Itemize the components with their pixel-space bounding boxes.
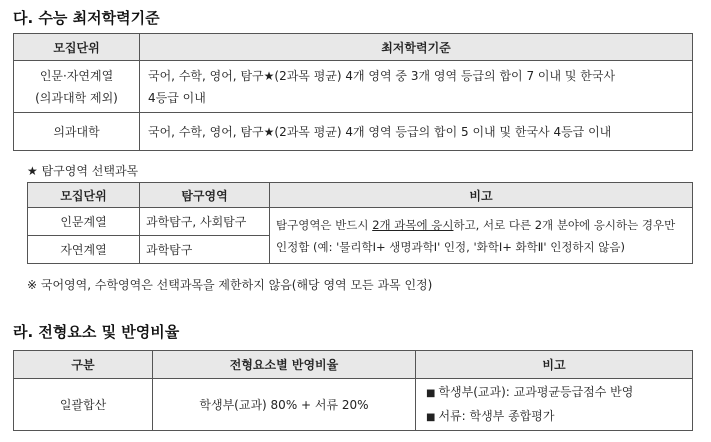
square-bullet-icon: ■ (426, 411, 436, 423)
remark-text: 서류: 학생부 종합평가 (438, 408, 555, 423)
remark-cell (270, 208, 693, 264)
header-area: 탐구영역 (140, 183, 270, 208)
header-type: 구분 (14, 351, 153, 379)
criteria-line: 국어, 수학, 영어, 탐구★(2과목 평균) 4개 영역 중 3개 영역 등급의 합이 7 이내 및 한국사 (148, 68, 616, 83)
remark-line (276, 214, 686, 236)
square-bullet-icon: ■ (426, 387, 436, 399)
header-unit: 모집단위 (14, 34, 140, 61)
remark-line: 인정함 (예: '물리학Ⅰ+ 생명과학Ⅰ' 인정, '화학Ⅰ+ 화학Ⅱ' 인정하지 않음) (276, 239, 626, 254)
remark-underlined: 2개 과목에 응시 (372, 217, 454, 232)
table-row (14, 61, 693, 113)
header-remark: 비고 (416, 351, 693, 379)
header-ratio: 전형요소별 반영비율 (153, 351, 416, 379)
area-cell: 과학탐구, 사회탐구 (140, 208, 270, 236)
unit-cell: 의과대학 (14, 113, 140, 151)
explore-note-title: ★ 탐구영역 선택과목 (27, 164, 139, 178)
remark-text: 탐구영역은 반드시 (276, 217, 373, 232)
min-score-table (13, 33, 693, 151)
unit-cell (14, 61, 140, 113)
unit-line: (의과대학 제외) (35, 90, 118, 105)
criteria-cell (140, 61, 693, 113)
ratio-table (13, 350, 693, 431)
unit-cell: 인문계열 (28, 208, 140, 236)
remark-text: 하고, 서로 다른 2개 분야에 응시하는 경우만 (453, 217, 676, 232)
criteria-line: 4등급 이내 (148, 90, 206, 105)
section-ra-title: 라. 전형요소 및 반영비율 (13, 323, 180, 341)
unit-line: 인문·자연계열 (39, 68, 114, 83)
type-cell: 일괄합산 (14, 379, 153, 431)
remark-line (426, 381, 686, 405)
footnote: ※ 국어영역, 수학영역은 선택과목을 제한하지 않음(해당 영역 모든 과목 인정) (27, 278, 433, 292)
header-criteria: 최저학력기준 (140, 34, 693, 61)
explore-table (27, 182, 693, 264)
remark-text: 학생부(교과): 교과평균등급점수 반영 (438, 384, 634, 399)
table-row (28, 208, 693, 236)
criteria-cell: 국어, 수학, 영어, 탐구★(2과목 평균) 4개 영역 등급의 합이 5 이내 및 한국사 4등급 이내 (140, 113, 693, 151)
header-unit: 모집단위 (28, 183, 140, 208)
remark-line (426, 405, 686, 429)
ratio-cell: 학생부(교과) 80% + 서류 20% (153, 379, 416, 431)
table-row (14, 113, 693, 151)
header-remark: 비고 (270, 183, 693, 208)
area-cell: 과학탐구 (140, 236, 270, 264)
remark-cell (416, 379, 693, 431)
unit-cell: 자연계열 (28, 236, 140, 264)
table-row (14, 379, 693, 431)
section-da-title: 다. 수능 최저학력기준 (13, 9, 160, 27)
